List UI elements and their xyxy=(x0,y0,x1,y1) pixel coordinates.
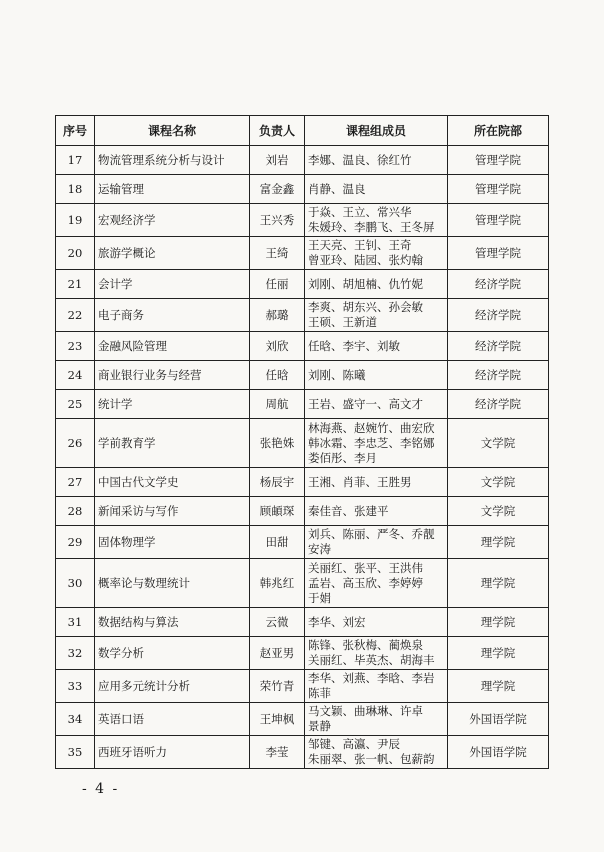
cell-team: 秦佳音、张建平 xyxy=(305,497,448,526)
cell-no: 28 xyxy=(56,497,95,526)
cell-no: 29 xyxy=(56,526,95,559)
cell-lead: 杨辰宇 xyxy=(250,468,305,497)
cell-course: 西班牙语听力 xyxy=(95,736,250,769)
cell-dept: 经济学院 xyxy=(448,299,549,332)
cell-dept: 理学院 xyxy=(448,670,549,703)
cell-lead: 李莹 xyxy=(250,736,305,769)
cell-lead: 任丽 xyxy=(250,270,305,299)
cell-course: 学前教育学 xyxy=(95,419,250,468)
cell-dept: 外国语学院 xyxy=(448,703,549,736)
table-row xyxy=(56,146,549,175)
table-row xyxy=(56,419,549,468)
cell-lead: 云微 xyxy=(250,608,305,637)
cell-course: 物流管理系统分析与设计 xyxy=(95,146,250,175)
cell-no: 21 xyxy=(56,270,95,299)
table-body xyxy=(56,146,549,769)
table-row xyxy=(56,237,549,270)
cell-lead: 刘岩 xyxy=(250,146,305,175)
cell-lead: 王兴秀 xyxy=(250,204,305,237)
cell-course: 应用多元统计分析 xyxy=(95,670,250,703)
cell-dept: 管理学院 xyxy=(448,204,549,237)
cell-lead: 荣竹青 xyxy=(250,670,305,703)
cell-team: 马文颖、曲琳琳、许卓 景静 xyxy=(305,703,448,736)
cell-no: 30 xyxy=(56,559,95,608)
cell-course: 数学分析 xyxy=(95,637,250,670)
cell-team: 李娜、温良、徐红竹 xyxy=(305,146,448,175)
table-row xyxy=(56,559,549,608)
cell-course: 新闻采访与写作 xyxy=(95,497,250,526)
cell-team: 邹键、高瀛、尹辰 朱丽翠、张一帆、包薪韵 xyxy=(305,736,448,769)
cell-no: 22 xyxy=(56,299,95,332)
cell-team: 林海燕、赵婉竹、曲宏欣 韩冰霜、李忠芝、李铭娜 娄佰彤、李月 xyxy=(305,419,448,468)
table-row xyxy=(56,332,549,361)
page-number: - 4 - xyxy=(82,781,120,797)
cell-course: 英语口语 xyxy=(95,703,250,736)
cell-team: 刘刚、陈曦 xyxy=(305,361,448,390)
cell-dept: 文学院 xyxy=(448,468,549,497)
table-row xyxy=(56,390,549,419)
cell-dept: 理学院 xyxy=(448,608,549,637)
cell-dept: 经济学院 xyxy=(448,361,549,390)
table-row xyxy=(56,637,549,670)
table-row xyxy=(56,497,549,526)
table-row xyxy=(56,468,549,497)
cell-dept: 管理学院 xyxy=(448,237,549,270)
cell-lead: 周航 xyxy=(250,390,305,419)
cell-dept: 经济学院 xyxy=(448,390,549,419)
cell-lead: 韩兆红 xyxy=(250,559,305,608)
cell-dept: 文学院 xyxy=(448,419,549,468)
course-table xyxy=(55,115,549,769)
cell-course: 数据结构与算法 xyxy=(95,608,250,637)
cell-lead: 任晗 xyxy=(250,361,305,390)
cell-course: 宏观经济学 xyxy=(95,204,250,237)
cell-dept: 理学院 xyxy=(448,637,549,670)
cell-team: 刘刚、胡旭楠、仇竹妮 xyxy=(305,270,448,299)
cell-team: 于焱、王立、常兴华 朱媛玲、李鹏飞、王冬屏 xyxy=(305,204,448,237)
cell-no: 18 xyxy=(56,175,95,204)
cell-no: 20 xyxy=(56,237,95,270)
cell-team: 李华、刘燕、李晗、李岩 陈菲 xyxy=(305,670,448,703)
cell-no: 35 xyxy=(56,736,95,769)
table-row xyxy=(56,703,549,736)
cell-lead: 田甜 xyxy=(250,526,305,559)
header-team: 课程组成员 xyxy=(305,116,448,146)
cell-team: 关丽红、张平、王洪伟 孟岩、高玉欣、李婷婷 于娟 xyxy=(305,559,448,608)
cell-lead: 王绮 xyxy=(250,237,305,270)
header-no: 序号 xyxy=(56,116,95,146)
cell-dept: 经济学院 xyxy=(448,270,549,299)
table-row xyxy=(56,608,549,637)
table-row xyxy=(56,361,549,390)
cell-lead: 顾頔琛 xyxy=(250,497,305,526)
cell-no: 25 xyxy=(56,390,95,419)
cell-dept: 经济学院 xyxy=(448,332,549,361)
cell-lead: 赵亚男 xyxy=(250,637,305,670)
table-header-row xyxy=(56,116,549,146)
cell-team: 任晗、李宇、刘敏 xyxy=(305,332,448,361)
table-row xyxy=(56,270,549,299)
header-lead: 负责人 xyxy=(250,116,305,146)
cell-no: 33 xyxy=(56,670,95,703)
header-dept: 所在院部 xyxy=(448,116,549,146)
cell-team: 陈锋、张秋梅、蔺焕泉 关丽红、毕英杰、胡海丰 xyxy=(305,637,448,670)
cell-no: 24 xyxy=(56,361,95,390)
table-row xyxy=(56,299,549,332)
cell-course: 电子商务 xyxy=(95,299,250,332)
cell-no: 34 xyxy=(56,703,95,736)
table-row xyxy=(56,175,549,204)
cell-no: 23 xyxy=(56,332,95,361)
cell-team: 肖静、温良 xyxy=(305,175,448,204)
cell-lead: 王坤枫 xyxy=(250,703,305,736)
table-row xyxy=(56,670,549,703)
cell-team: 刘兵、陈丽、严冬、乔靓 安涛 xyxy=(305,526,448,559)
cell-team: 李爽、胡东兴、孙会敏 王硕、王新道 xyxy=(305,299,448,332)
cell-dept: 理学院 xyxy=(448,526,549,559)
cell-team: 李华、刘宏 xyxy=(305,608,448,637)
cell-team: 王岩、盛守一、高文才 xyxy=(305,390,448,419)
cell-team: 王湘、肖菲、王胜男 xyxy=(305,468,448,497)
cell-course: 运输管理 xyxy=(95,175,250,204)
cell-lead: 富金鑫 xyxy=(250,175,305,204)
cell-lead: 刘欣 xyxy=(250,332,305,361)
cell-course: 商业银行业务与经营 xyxy=(95,361,250,390)
cell-lead: 郝璐 xyxy=(250,299,305,332)
header-course: 课程名称 xyxy=(95,116,250,146)
cell-course: 固体物理学 xyxy=(95,526,250,559)
cell-course: 概率论与数理统计 xyxy=(95,559,250,608)
cell-course: 统计学 xyxy=(95,390,250,419)
cell-dept: 理学院 xyxy=(448,559,549,608)
cell-no: 27 xyxy=(56,468,95,497)
cell-team: 王天亮、王钊、王奇 曾亚玲、陆园、张灼翰 xyxy=(305,237,448,270)
table-row xyxy=(56,526,549,559)
cell-dept: 外国语学院 xyxy=(448,736,549,769)
cell-no: 17 xyxy=(56,146,95,175)
cell-no: 19 xyxy=(56,204,95,237)
table-row xyxy=(56,736,549,769)
cell-dept: 管理学院 xyxy=(448,175,549,204)
cell-no: 31 xyxy=(56,608,95,637)
cell-dept: 文学院 xyxy=(448,497,549,526)
cell-no: 32 xyxy=(56,637,95,670)
table-row xyxy=(56,204,549,237)
cell-course: 旅游学概论 xyxy=(95,237,250,270)
cell-course: 中国古代文学史 xyxy=(95,468,250,497)
cell-lead: 张艳姝 xyxy=(250,419,305,468)
cell-no: 26 xyxy=(56,419,95,468)
cell-dept: 管理学院 xyxy=(448,146,549,175)
cell-course: 会计学 xyxy=(95,270,250,299)
cell-course: 金融风险管理 xyxy=(95,332,250,361)
